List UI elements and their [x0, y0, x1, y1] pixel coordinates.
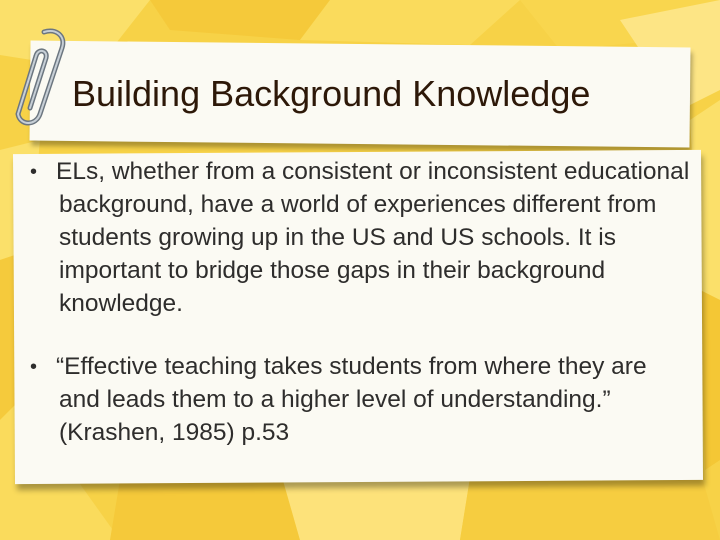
- bullet-text-content: “Effective teaching takes students from where they are and leads them to a higher level of understanding.” (Krashen, 1985) p.53: [56, 353, 647, 446]
- bullet-text-content: ELs, whether from a consistent or inconsistent educational background, have a world of experiences different from students growing up in the US and US schools. It is important to bridge those gaps in their background knowledge.: [56, 158, 690, 317]
- bullet-text: [56, 350, 694, 449]
- paperclip-icon: [6, 26, 76, 130]
- slide-title: Building Background Knowledge: [72, 73, 591, 114]
- bullet-text: [56, 155, 694, 320]
- bullet-marker: •: [30, 356, 38, 378]
- bullet-marker: •: [30, 161, 38, 183]
